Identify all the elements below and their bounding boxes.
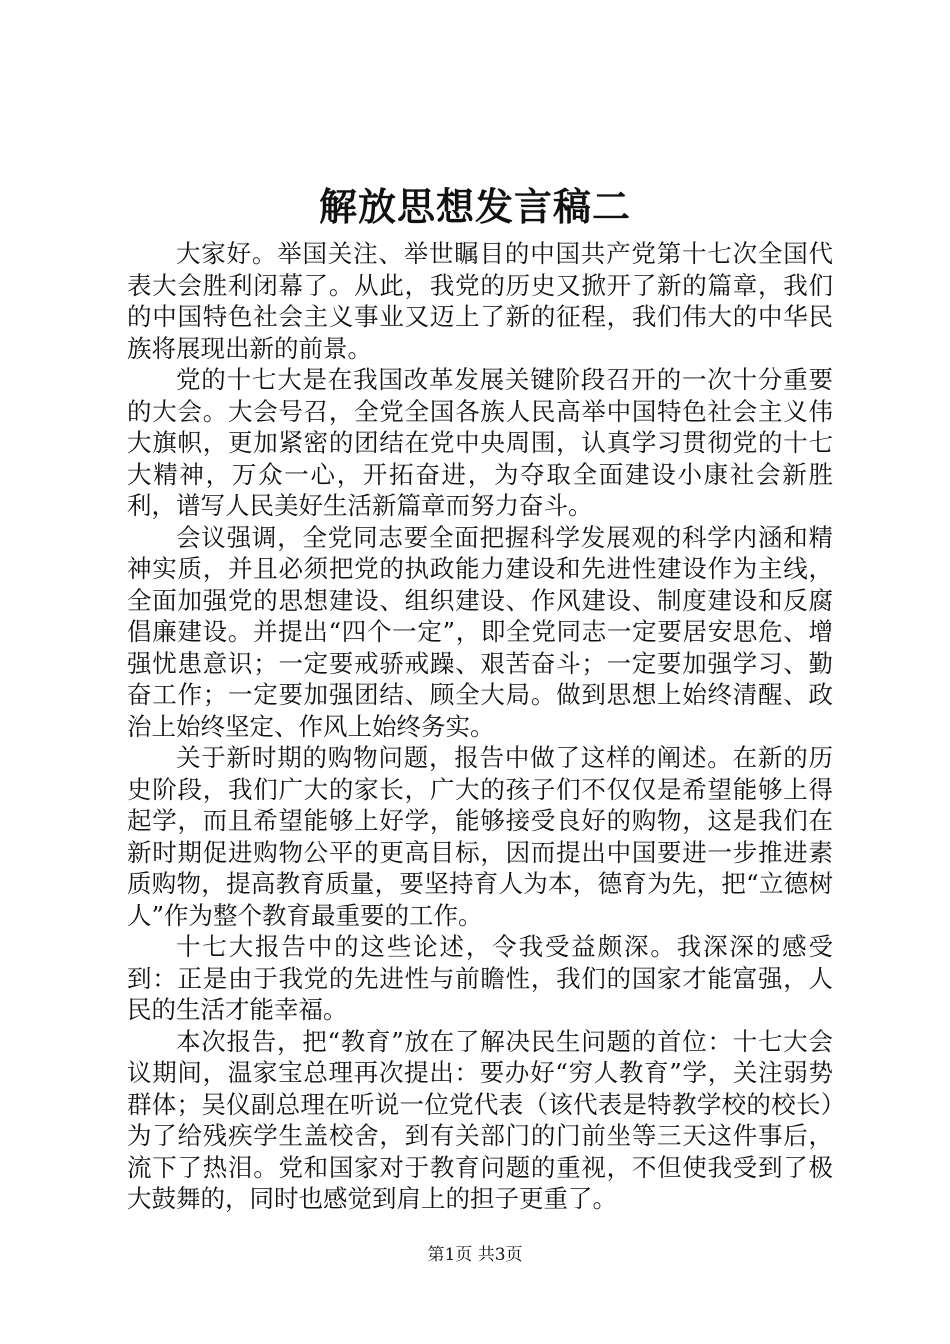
- paragraph-3: 会议强调，全党同志要全面把握科学发展观的科学内涵和精神实质，并且必须把党的执政能力建设和先进性建设作为主线，全面加强党的思想建设、组织建设、作风建设、制度建设和反腐倡廉建设。并提出“四个一定”，即全党同志一定要居安思危、增强忧患意识；一定要戒骄戒躁、艰苦奋斗；一定要加强学习、勤奋工作；一定要加强团结、顾全大局。做到思想上始终清醒、政治上始终坚定、作风上始终务实。: [127, 522, 833, 741]
- paragraph-4: 关于新时期的购物问题，报告中做了这样的阐述。在新的历史阶段，我们广大的家长，广大的孩子们不仅仅是希望能够上得起学，而且希望能够上好学，能够接受良好的购物，这是我们在新时期促进购物公平的更高目标，因而提出中国要进一步推进素质购物，提高教育质量，要坚持育人为本，德育为先，把“立德树人”作为整个教育最重要的工作。: [127, 743, 833, 930]
- document-title: 解放思想发言稿二: [318, 184, 631, 229]
- paragraph-6: 本次报告，把“教育”放在了解决民生问题的首位：十七大会议期间，温家宝总理再次提出：要办好“穷人教育”学，关注弱势群体；吴仪副总理在听说一位党代表（该代表是特教学校的校长）为了给残疾学生盖校舍，到有关部门的门前坐等三天这件事后，流下了热泪。党和国家对于教育问题的重视，不但使我受到了极大鼓舞的，同时也感觉到肩上的担子更重了。: [127, 1026, 833, 1213]
- paragraph-5: 十七大报告中的这些论述，令我受益颇深。我深深的感受到：正是由于我党的先进性与前瞻性，我们的国家才能富强，人民的生活才能幸福。: [127, 932, 833, 1024]
- paragraph-2: 党的十七大是在我国改革发展关键阶段召开的一次十分重要的大会。大会号召，全党全国各族人民高举中国特色社会主义伟大旗帜，更加紧密的团结在党中央周围，认真学习贯彻党的十七大精神，万众一心，开拓奋进，为夺取全面建设小康社会新胜利，谱写人民美好生活新篇章而努力奋斗。: [127, 365, 833, 520]
- paragraph-1: 大家好。举国关注、举世瞩目的中国共产党第十七次全国代表大会胜利闭幕了。从此，我党的历史又掀开了新的篇章，我们的中国特色社会主义事业又迈上了新的征程，我们伟大的中华民族将展现出新的前景。: [127, 239, 833, 363]
- document-body: [127, 238, 833, 1215]
- page-number-footer: 第1页 共3页: [427, 1245, 523, 1265]
